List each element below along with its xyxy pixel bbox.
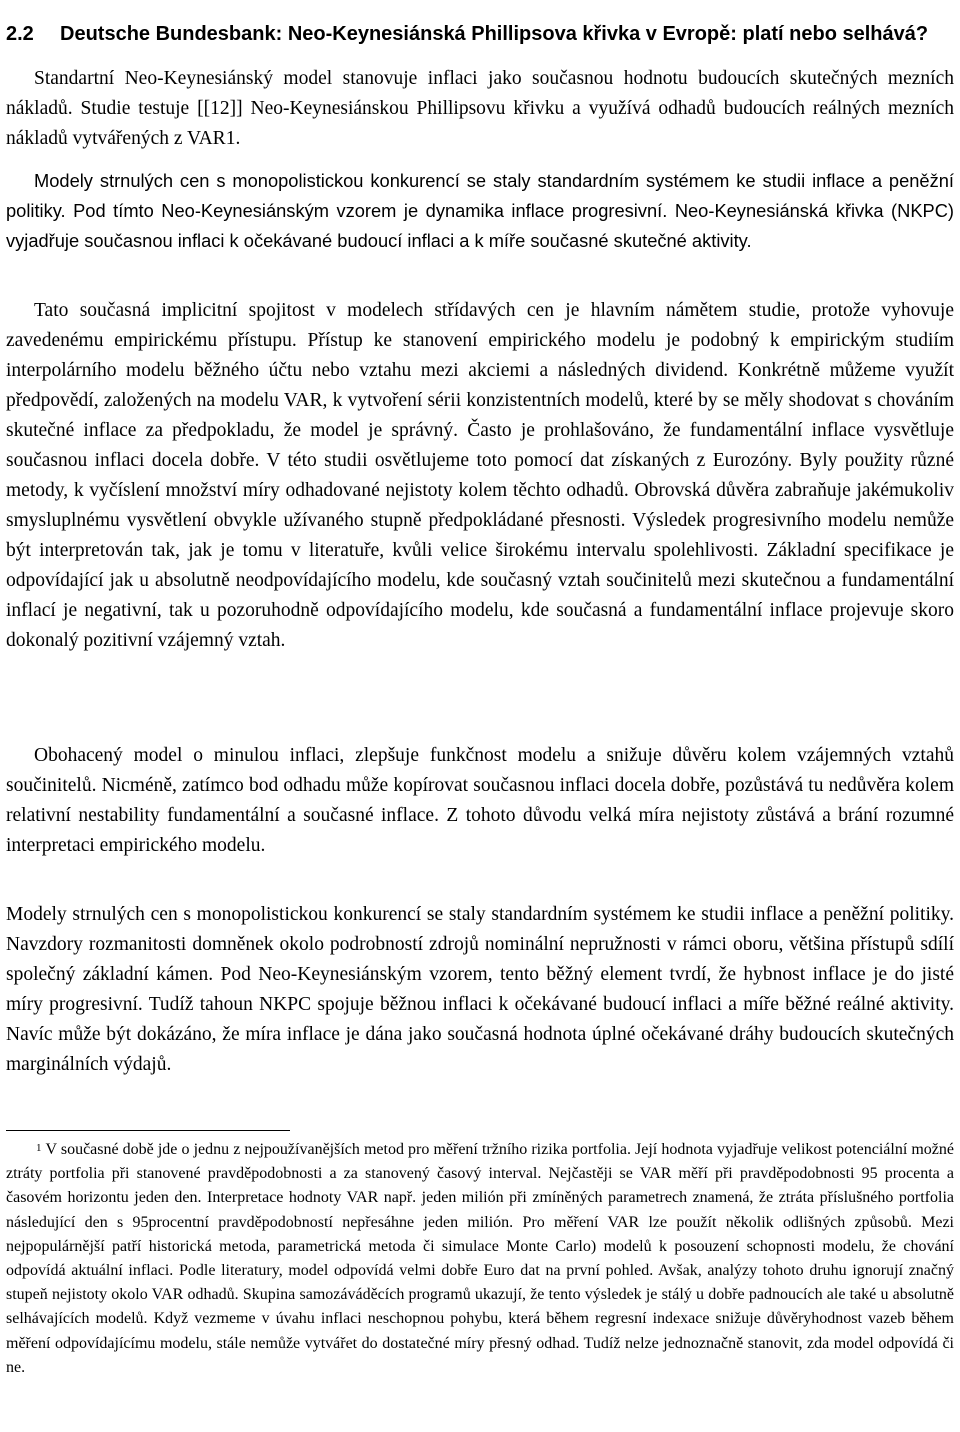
paragraph-enriched-model: Obohacený model o minulou inflaci, zlepšuje funkčnost modelu a snižuje důvěru kolem vzájemných vztahů součinitelů. Nicméně, zatímco bod odhadu může kopírovat současnou inflaci docela dobře, pozůstává tu nedůvěra kolem relativní nestability fundamentální a současné inflace. Z tohoto důvodu velká míra nejistoty zůstává a brání rozumné interpretaci empirického modelu.	[6, 745, 954, 856]
paragraph-models-sticky-prices: Modely strnulých cen s monopolistickou konkurencí se staly standardním systémem ke studii inflace a peněžní politiky. Navzdory rozmanitosti domněnek okolo podrobností zdrojů nominální nepružnosti v rámci oboru, většina přístupů sdílí společný základní kámen. Pod Neo-Keynesiánským vzorem, tento běžný element tvrdí, že hybnost inflace je do jisté míry progresivní. Tudíž tahoun NKPC spojuje běžnou inflaci k očekávané budoucí inflaci a míře běžné reálné aktivity. Navíc může být dokázáno, že míra inflace je dána jako současná hodnota úplné očekávané dráhy budoucích skutečných marginálních výdajů.	[6, 904, 954, 1075]
paragraph-intro: Standartní Neo-Keynesiánský model stanovuje inflaci jako současnou hodnotu budoucích skutečných mezních nákladů. Studie testuje [[12]] Neo-Keynesiánskou Phillipsovu křivku a využívá odhadů budoucích reálných mezních nákladů vytvářených z VAR1.	[6, 68, 954, 149]
section-heading	[6, 19, 954, 49]
paragraph-implicit-link: Tato současná implicitní spojitost v modelech střídavých cen je hlavním námětem studie, protože vyhovuje zavedenému empirickému přístupu. Přístup ke stanovení empirického modelu je podobný k empirickým studiím interpolárního modelu běžného účtu nebo vztahu mezi akciemi a následných dividend. Konkrétně můžeme využít předpovědí, založených na modelu VAR, k vytvoření sérii konzistentních modelů, které by se měly shodovat s chováním skutečné inflace za předpokladu, že model je správný. Často je prohlašováno, že fundamentální inflace vysvětluje současnou inflaci docela dobře. V této studii osvětlujeme toto pomocí dat získaných z Eurozóny. Byly použity různé metody, k vyčíslení množství míry odhadované nejistoty kolem těchto odhadů. Obrovská důvěra zabraňuje jakémukoliv smysluplnému vysvětlení obvykle užívaného stupně předpokládané přesnosti. Výsledek progresivního modelu nemůže být interpretován tak, jak je tomu v literatuře, kvůli velice širokému intervalu spolehlivosti. Základní specifikace je odpovídající jak u absolutně neodpovídajícího modelu, kde současný vztah součinitelů mezi skutečnou a fundamentální inflací je negativní, tak u pozoruhodně odpovídajícího modelu, kde současná a fundamentální inflace projevuje skoro dokonalý pozitivní vzájemný vztah.	[6, 300, 954, 651]
section-title: Deutsche Bundesbank: Neo-Keynesiánská Phillipsova křivka v Evropě: platí nebo selhává?	[60, 22, 929, 45]
footnote	[6, 1138, 954, 1380]
footnote-text: V současné době jde o jednu z nejpoužívanějších metod pro měření tržního rizika portfolia. Její hodnota vyjadřuje velikost potenciální možné ztráty portfolia při stanovené pravděpodobnosti a za stanovený časový interval. Nejčastěji se VAR měří při pravděpodobnosti 95 procenta a časovém horizontu jeden den. Interpretace hodnoty VAR např. jeden milión při zmíněných parametrech znamená, že ztráta příslušného portfolia následující den s 95procentní pravděpodobností nepřesáhne jeden milión. Pro měření VAR lze použít několik odlišných způsobů. Mezi nejpopulárnější patří historická metoda, parametrická metoda či simulace Monte Carlo) modelů k posouzení schopnosti modelu, že chování odpovídá aktuální inflaci. Podle literatury, model odpovídá velmi dobře Euro dat na první pohled. Avšak, analýzy tohoto druhu ignorují značný stupeň nejistoty okolo VAR odhadů. Skupina samozáváděcích programů ukazují, že tento výsledek je stálý u dobře padnoucích ale také u absolutně selhávajících modelů. Když vezmeme v úvahu inflaci neschopnou pohybu, která během regresní indexace snižuje důvěryhodnost vazeb během měření odpovídajícímu modelu, stále nemůže vytvářet do dostatečné míry přesný odhad. Tudíž nelze jednoznačně stanovit, zda model odpovídá či ne.	[6, 1141, 954, 1376]
footnote-marker: 1	[36, 1142, 42, 1154]
section-number: 2.2	[6, 22, 34, 45]
footnote-separator	[6, 1130, 290, 1131]
paragraph-sticky-prices: Modely strnulých cen s monopolistickou konkurencí se staly standardním systémem ke studii inflace a peněžní politiky. Pod tímto Neo-Keynesiánským vzorem je dynamika inflace progresivní. Neo-Keynesiánská křivka (NKPC) vyjadřuje současnou inflaci k očekávané budoucí inflaci a k míře současné skutečné aktivity.	[6, 170, 954, 251]
